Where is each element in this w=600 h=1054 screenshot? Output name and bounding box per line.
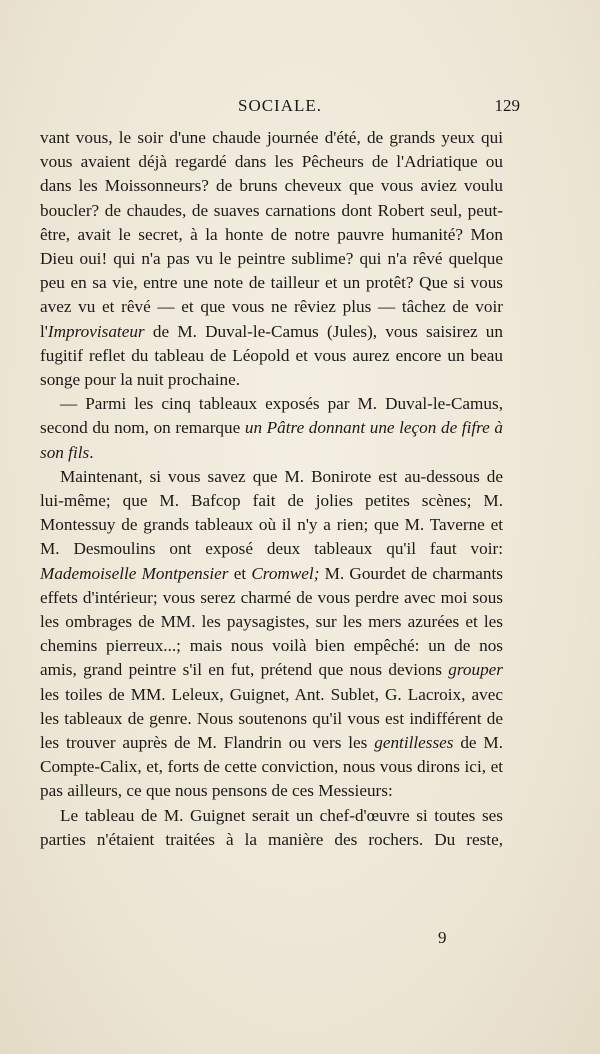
paragraph-4 bbox=[40, 804, 503, 852]
text-segment: Le tableau de M. Guignet serait un chef-d'œuvre si toutes ses parties n'étaient traitées à la manière des rochers. Du reste, bbox=[40, 805, 503, 849]
italic-segment: Mademoiselle Montpensier bbox=[40, 563, 229, 583]
page-header bbox=[40, 96, 520, 122]
paragraph-1 bbox=[40, 126, 503, 392]
text-segment: Maintenant, si vous savez que M. Bonirote est au-dessous de lui-même; que M. Bafcop fait de jolies petites scènes; M. Montessuy de grands tableaux où il n'y a rien; que M. Taverne et M. Desmoulins ont exposé deux tableaux qu'il faut voir: bbox=[40, 466, 503, 559]
text-segment: . bbox=[89, 442, 94, 462]
text-segment: de M. Compte-Calix, et, forts de cette conviction, nous vous dirons ici, et pas ailleurs, ce que nous pensons de ces Messieurs: bbox=[40, 733, 503, 801]
paragraph-3 bbox=[40, 465, 503, 804]
italic-segment: Cromwel; bbox=[251, 563, 320, 583]
paragraph-2 bbox=[40, 392, 503, 465]
body-text bbox=[40, 126, 503, 852]
signature-mark: 9 bbox=[438, 928, 447, 947]
text-segment: et bbox=[228, 563, 252, 583]
italic-segment: Improvisateur bbox=[47, 321, 145, 341]
text-segment: M. Gourdet de charmants effets d'intérieur; vous serez charmé de vous perdre avec moi sous les ombrages de MM. les paysagistes, sur les mers azurées et les chemins pierreux...; mais nous voilà bien empêché: un de nos amis, grand peintre s'il en fut, prétend que nous devions bbox=[40, 563, 503, 680]
italic-segment: un Pâtre donnant une leçon de fifre à son fils bbox=[40, 418, 503, 462]
italic-segment: grouper bbox=[448, 660, 503, 680]
italic-segment: gentillesses bbox=[374, 733, 454, 753]
text-segment: — Parmi les cinq tableaux exposés par M. Duval-le-Camus, second du nom, on remarque bbox=[40, 394, 503, 438]
text-segment: les toiles de MM. Leleux, Guignet, Ant. Sublet, G. Lacroix, avec les tableaux de genre. Nous soutenons qu'il vous est indifférent de les trouver auprès de M. Flandrin ou vers les bbox=[40, 684, 503, 753]
running-title: SOCIALE. bbox=[237, 96, 323, 115]
page-number: 129 bbox=[494, 96, 520, 115]
text-segment: vant vous, le soir d'une chaude journée d'été, de grands yeux qui vous avaient déjà regardé dans les Pêcheurs de l'Adriatique ou dans les Moissonneurs? de bruns cheveux que vous aviez voulu boucler? de chaudes, de suaves carnations dont Robert seul, peut-être, avait le secret, à la honte de notre pauvre humanité? Mon Dieu oui! qui n'a pas vu le peintre sublime? qui n'a rêvé quelque peu en sa vie, entre une note de tailleur et un protêt? Que si vous avez vu et rêvé — et que vous ne rêviez plus — tâchez de voir l' bbox=[40, 128, 503, 341]
text-segment: de M. Duval-le-Camus (Jules), vous saisirez un fugitif reflet du tableau de Léopold et vous aurez encore un beau songe pour la nuit prochaine. bbox=[40, 321, 503, 390]
